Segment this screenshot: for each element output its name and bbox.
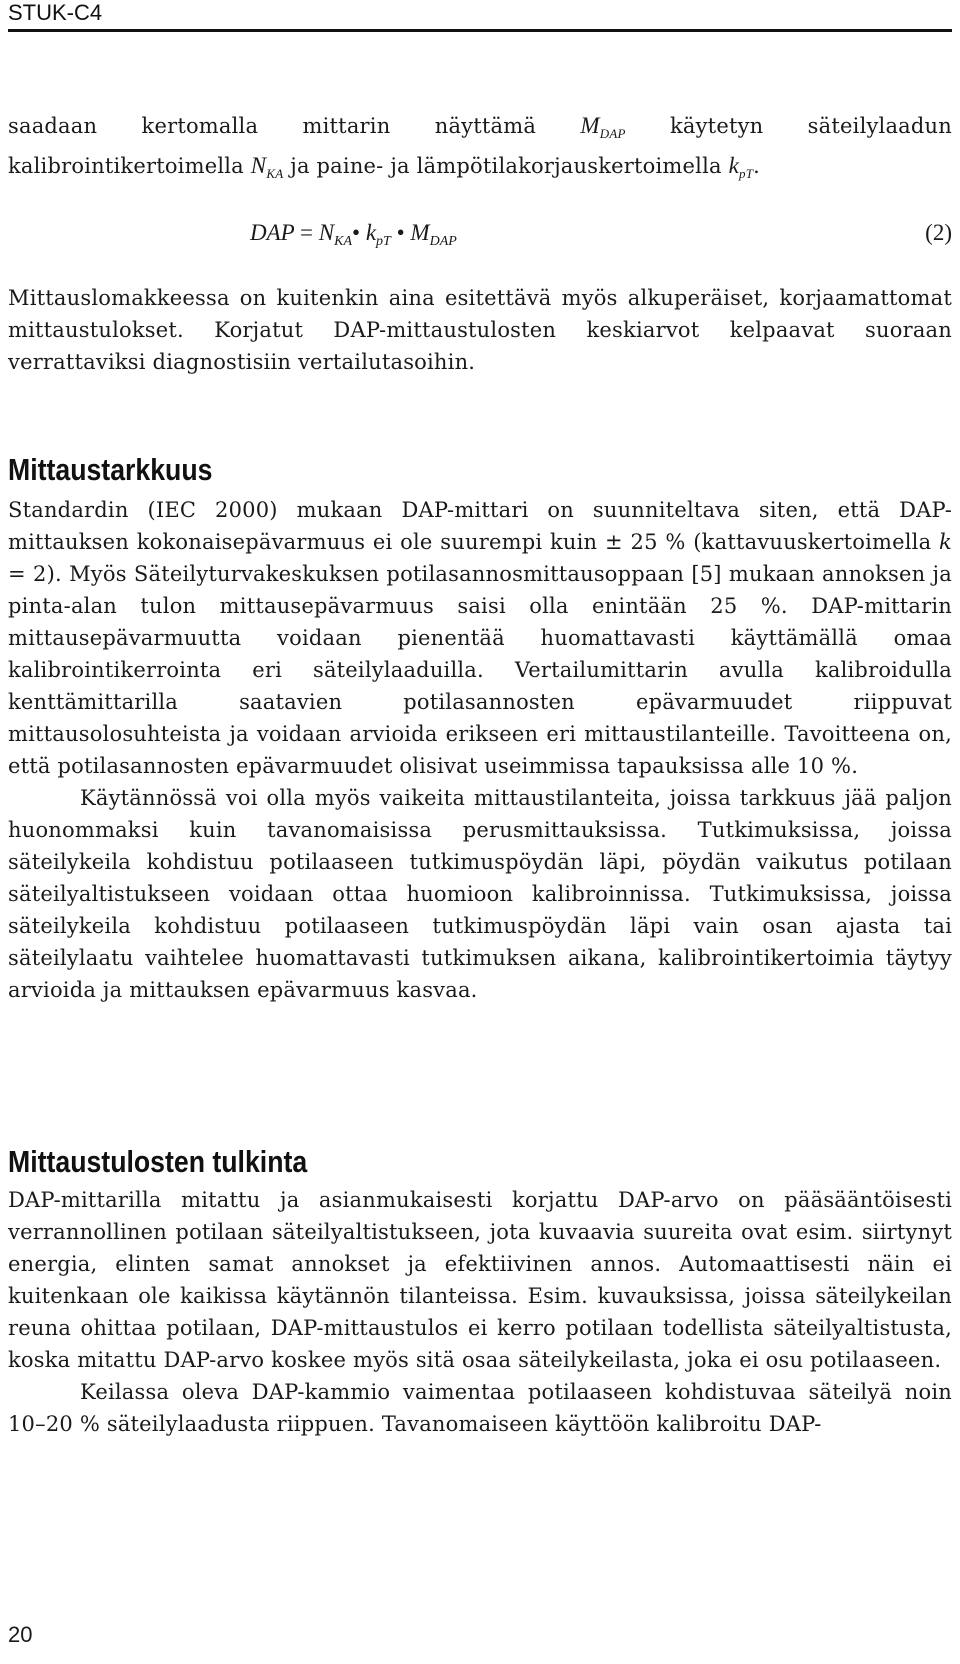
paragraph-corrected-results: Mittauslomakkeessa on kuitenkin aina esitettävä myös alkuperäiset, korjaamattomat mittaustulokset. Korjatut DAP-mittaustulosten keskiarvot kelpaavat suoraan verrattaviksi diagnostisiin vertailutasoihin. [8, 286, 952, 374]
intro-text-a: saadaan kertomalla mittarin näyttämä [8, 114, 537, 138]
section-accuracy-body [8, 494, 952, 1006]
header-rule [8, 29, 952, 32]
intro-text-c: ja paine- ja lämpötilakorjauskertoimella [290, 154, 722, 178]
section-heading-accuracy: Mittaustarkkuus [8, 452, 213, 487]
page-number: 20 [8, 1622, 33, 1647]
intro-paragraph: saadaan kertomalla mittarin näyttämä $M_{DAP}$ käytetyn säteilylaadun kalibrointikertoimella $N_{KA}$ ja paine- ja lämpötilakorjauskertoimella $k_{pT}$. [8, 113, 952, 181]
series-label: STUK-C4 [8, 0, 103, 25]
section-heading-interpretation: Mittaustulosten tulkinta [8, 1144, 308, 1179]
section-interpretation-body [8, 1184, 952, 1440]
running-header [0, 0, 960, 36]
interpretation-paragraph-2: Keilassa oleva DAP-kammio vaimentaa potilaaseen kohdistuvaa säteilyä noin 10–20 % säteilylaadusta riippuen. Tavanomaiseen käyttöön kalibroitu DAP- [8, 1380, 952, 1436]
accuracy-paragraph-2: Käytännössä voi olla myös vaikeita mittaustilanteita, joissa tarkkuus jää paljon huonommaksi kuin tavanomaisissa perusmittauksissa. Tutkimuksissa, joissa säteilykeila kohdistuu potilaaseen tutkimuspöydän läpi, pöydän vaikutus potilaan säteilyaltistukseen voidaan ottaa huomioon kalibroinnissa. Tutkimuksissa, joissa säteilykeila kohdistuu potilaaseen tutkimuspöydän läpi vain osan ajasta tai säteilylaatu vaihtelee huomattavasti tutkimuksen aikana, kalibrointikertoimia täytyy arvioida ja mittauksen epävarmuus kasvaa. [8, 786, 952, 1002]
equation-number: (2) [925, 220, 952, 245]
equation-2: DAP = $N_{KA}•$ $k_{pT}$ • $M_{DAP}$ [250, 220, 457, 249]
symbol-m-dap: $M_{DAP}$ [580, 113, 626, 141]
symbol-n-ka: $N_{KA}$ [250, 153, 284, 181]
accuracy-paragraph-1: Standardin (IEC 2000) mukaan DAP-mittari on suunniteltava siten, että DAP-mittauksen kokonaisepävarmuus ei ole suurempi kuin ± 25 % (kattavuuskertoimella k = 2). Myös Säteilyturvakeskuksen potilasannosmittausoppaan [5] mukaan annoksen ja pinta-alan tulon mittausepävarmuus saisi olla enintään 25 %. DAP-mittarin mittausepävarmuutta voidaan pienentää huomattavasti käyttämällä omaa kalibrointikerrointa eri säteilylaaduilla. Vertailumittarin avulla kalibroidulla kenttämittarilla saatavien potilasannosten epävarmuudet riippuvat mittausolosuhteista ja voidaan arvioida erikseen eri mittaustilanteille. Tavoitteena on, että potilasannosten epävarmuudet olisivat useimmissa tapauksissa alle 10 %. [8, 498, 952, 778]
intro-text-b: käytetyn säteilylaadun kalibrointikertoimella [8, 114, 952, 178]
symbol-k-pt: $k_{pT}$ [728, 153, 754, 181]
interpretation-paragraph-1: DAP-mittarilla mitattu ja asianmukaisesti korjattu DAP-arvo on pääsääntöisesti verrannollinen potilaan säteilyaltistukseen, jota kuvaavia suureita ovat esim. siirtynyt energia, elinten samat annokset ja efektiivinen annos. Automaattisesti näin ei kuitenkaan ole kaikissa käytännön tilanteissa. Esim. kuvauksissa, joissa säteilykeilan reuna ohittaa potilaan, DAP-mittaustulos ei kerro potilaan todellista säteilyaltistusta, koska mitattu DAP-arvo koskee myös sitä osaa säteilykeilasta, joka ei osu potilaaseen. [8, 1188, 952, 1372]
